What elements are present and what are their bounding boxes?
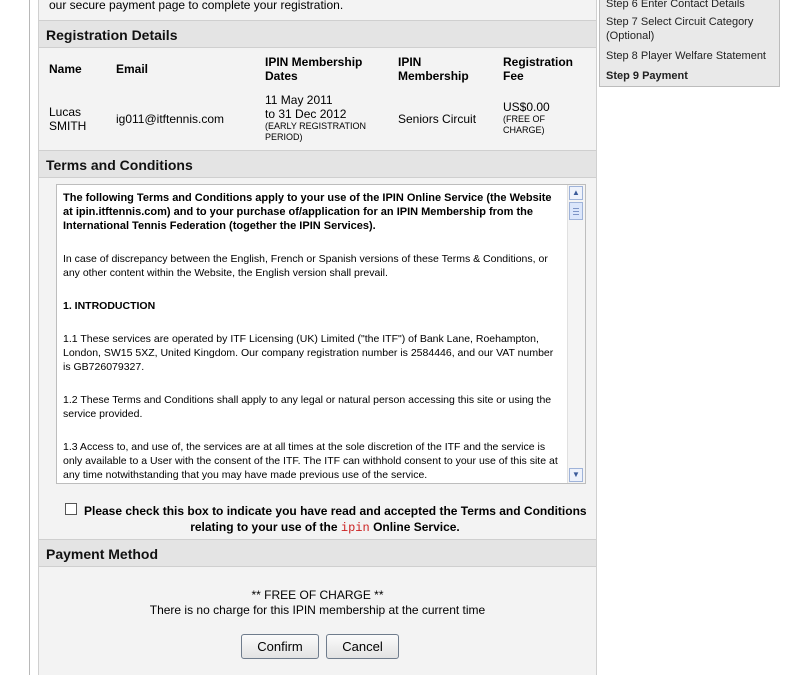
period-note-line2: PERIOD) [265, 132, 303, 142]
agreement-text-line2 [65, 519, 585, 536]
fee-header-line1: Registration [503, 55, 574, 69]
date-to: to 31 Dec 2012 [265, 107, 347, 121]
ipin-brand-text: ipin [340, 521, 370, 535]
scroll-up-arrow-icon[interactable]: ▲ [569, 186, 583, 200]
agreement-text-line1: Please check this box to indicate you have read and accepted the Terms and Conditions [84, 504, 587, 518]
dates-header-line1: IPIN Membership [265, 55, 363, 69]
dates-header-line2: Dates [265, 69, 298, 83]
fee-note-line1: (FREE OF [503, 114, 545, 124]
step-6-link[interactable]: Step 6 Enter Contact Details [606, 0, 745, 10]
name-column-header: Name [49, 62, 82, 76]
free-of-charge-label: ** FREE OF CHARGE ** [251, 588, 384, 602]
registration-fee [503, 100, 550, 136]
date-from: 11 May 2011 [265, 93, 333, 107]
last-name: SMITH [49, 119, 87, 133]
scroll-down-arrow-icon[interactable]: ▼ [569, 468, 583, 482]
terms-scroll-box[interactable] [56, 184, 586, 484]
fee-header-line2: Fee [503, 69, 524, 83]
membership-header-line1: IPIN [398, 55, 422, 69]
terms-paragraph: The following Terms and Conditions apply to your use of the IPIN Online Service (the Website at ipin.itftennis.com) and to your purchase of/application for an IPIN Membership from the International Tennis Federation (together the IPIN Services). [63, 192, 552, 232]
terms-paragraph: 1.2 These Terms and Conditions shall apply to any legal or natural person accessing this site or using the service provided. [63, 394, 552, 420]
step-7-optional-note: (Optional) [606, 30, 655, 42]
step-8-link[interactable]: Step 8 Player Welfare Statement [606, 50, 766, 62]
email-column-header: Email [116, 62, 149, 76]
agreement-suffix: Online Service. [373, 520, 460, 534]
cancel-button[interactable]: Cancel [326, 634, 399, 659]
main-panel [38, 0, 597, 675]
first-name: Lucas [49, 105, 82, 119]
free-of-charge-note: There is no charge for this IPIN membership at the current time [149, 603, 486, 617]
membership-type: Seniors Circuit [398, 112, 477, 126]
page-frame-border [29, 0, 30, 675]
terms-section-header: Terms and Conditions [39, 150, 596, 178]
terms-heading: 1. INTRODUCTION [63, 300, 156, 312]
terms-paragraph: 1.1 These services are operated by ITF Licensing (UK) Limited ("the ITF") of Bank Lane, Roehampton, London, SW15 5XZ, United Kingdom. Our company registration number is 2584446, and our VAT number is GB726079327. [63, 333, 554, 373]
registration-steps-sidebar [599, 0, 780, 87]
dates-column-header [265, 55, 362, 83]
fee-note-line2: CHARGE) [503, 125, 545, 135]
terms-scrollbar[interactable] [567, 185, 585, 483]
membership-dates [265, 93, 366, 143]
terms-paragraph: 1.3 Access to, and use of, the services are at all times at the sole discretion of the ITF and the service is only available to a User with the consent of the ITF. The ITF can withhold consent to your use of this site at any time notwithstanding that you may have made previous use of the service. [63, 441, 558, 481]
membership-column-header [398, 55, 469, 83]
fee-amount: US$0.00 [503, 100, 550, 114]
terms-paragraph: In case of discrepancy between the English, French or Spanish versions of these Terms & Conditions, or any other content within the Website, the English version shall prevail. [63, 253, 548, 279]
accept-terms-checkbox[interactable] [65, 503, 77, 515]
terms-text [63, 191, 561, 484]
step-9-current: Step 9 Payment [606, 70, 688, 82]
intro-text: our secure payment page to complete your registration. [49, 0, 344, 12]
step-7-link[interactable]: Step 7 Select Circuit Category [606, 16, 754, 28]
period-note-line1: (EARLY REGISTRATION [265, 121, 367, 131]
registrant-name [49, 105, 86, 133]
registration-section-header: Registration Details [39, 20, 596, 48]
registrant-email: ig011@itftennis.com [116, 112, 225, 126]
payment-section-header: Payment Method [39, 539, 596, 567]
confirm-button[interactable]: Confirm [241, 634, 319, 659]
membership-header-line2: Membership [398, 69, 469, 83]
scroll-thumb[interactable] [569, 202, 583, 220]
agreement-prefix: relating to your use of the [190, 520, 338, 534]
fee-column-header [503, 55, 573, 83]
